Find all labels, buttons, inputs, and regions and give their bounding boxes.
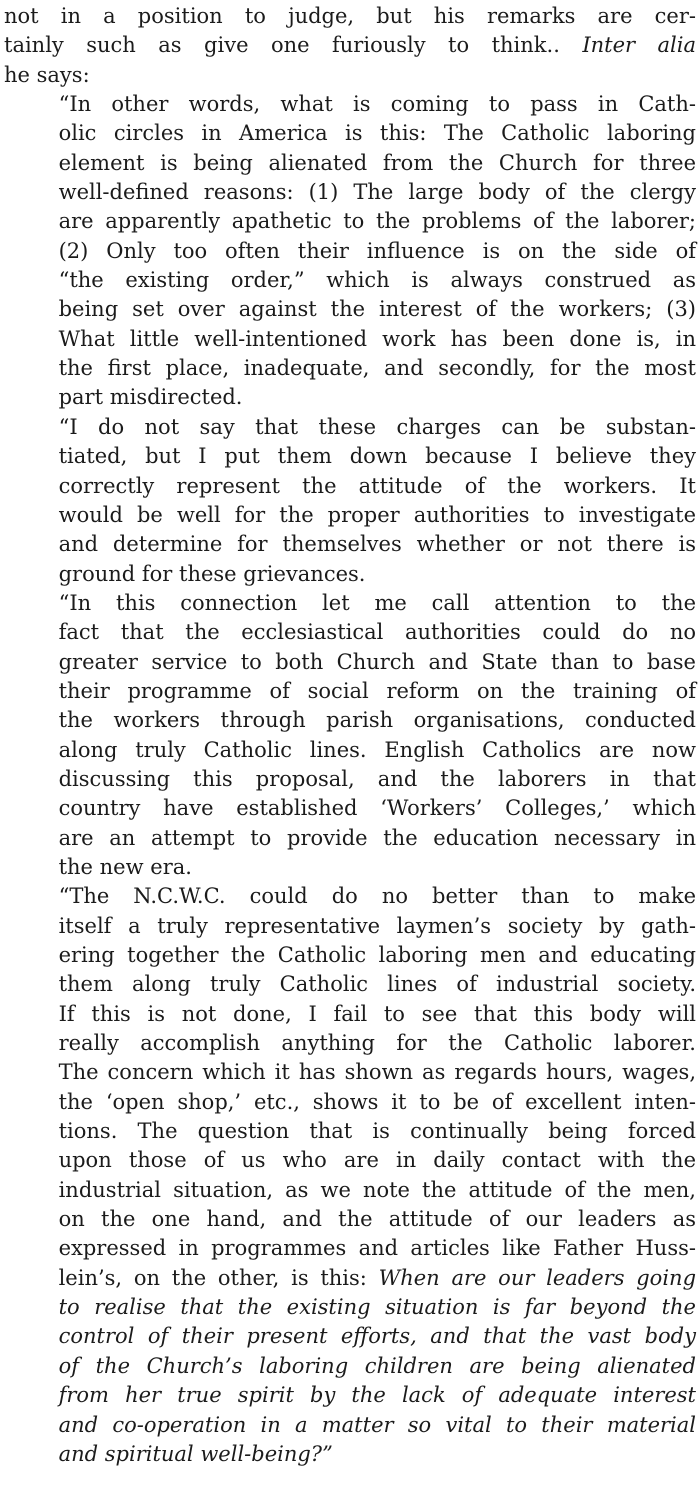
text-run: on the one hand, and the attitude of our leaders as — [58, 1207, 696, 1232]
text-run: upon those of us who are in daily contact with the — [58, 1148, 696, 1173]
text-line — [4, 1176, 696, 1205]
text-line — [4, 149, 696, 178]
text-run: If this is not done, I fail to see that this body will — [58, 1001, 696, 1026]
text-line — [4, 560, 696, 589]
text-line — [4, 501, 696, 530]
paragraph — [4, 589, 696, 882]
text-line — [4, 1088, 696, 1117]
text-line — [4, 119, 696, 148]
text-line — [4, 207, 696, 236]
text-line — [4, 1058, 696, 1087]
paragraph — [4, 2, 696, 90]
text-run: being set over against the interest of the workers; (3) — [58, 297, 696, 322]
text-line — [4, 589, 696, 618]
text-run: “the existing order,” which is always construed as — [58, 268, 696, 293]
text-run: (2) Only too often their influence is on the side of — [58, 238, 696, 263]
text-run: their programme of social reform on the training of — [58, 678, 696, 703]
italic-text-run: Inter alia — [582, 33, 697, 58]
italic-text-run: to realise that the existing situation is far beyond the — [58, 1295, 696, 1320]
text-line — [4, 794, 696, 823]
text-run: the ‘open shop,’ etc., shows it to be of excellent inten- — [58, 1089, 696, 1114]
text-run: not in a position to judge, but his remarks are cer- — [4, 4, 696, 28]
text-line — [4, 648, 696, 677]
text-line — [4, 178, 696, 207]
text-line — [4, 2, 696, 31]
text-run: really accomplish anything for the Catholic laborer. — [58, 1031, 696, 1056]
text-run: and determine for themselves whether or not there is — [58, 532, 696, 557]
text-line — [4, 1029, 696, 1058]
text-run: the new era. — [58, 854, 192, 879]
text-run: lein’s, on the other, is this: — [58, 1265, 379, 1290]
text-line — [4, 853, 696, 882]
article-text — [4, 2, 696, 1469]
text-run: are apparently apathetic to the problems of the laborer; — [58, 209, 696, 234]
text-line — [4, 824, 696, 853]
text-run: are an attempt to provide the education necessary in — [58, 825, 696, 850]
text-run: element is being alienated from the Church for three — [58, 150, 696, 175]
text-run: would be well for the proper authorities to investigate — [58, 502, 696, 527]
text-run: correctly represent the attitude of the workers. It — [58, 473, 696, 498]
text-line — [4, 941, 696, 970]
text-line — [4, 1381, 696, 1410]
text-line — [4, 1264, 696, 1293]
text-run: discussing this proposal, and the laborers in that — [58, 766, 696, 791]
italic-text-run: from her true spirit by the lack of adequate interest — [58, 1383, 696, 1408]
text-line — [4, 1234, 696, 1263]
text-run: the first place, inadequate, and secondly, for the most — [58, 356, 696, 381]
text-run: ground for these grievances. — [58, 561, 366, 586]
text-run: industrial situation, as we note the attitude of the men, — [58, 1177, 696, 1202]
text-run: the workers through parish organisations, conducted — [58, 708, 696, 733]
text-line — [4, 1352, 696, 1381]
text-run: “In other words, what is coming to pass in Cath- — [58, 92, 696, 117]
text-run: them along truly Catholic lines of industrial society. — [58, 972, 696, 997]
text-run: fact that the ecclesiastical authorities could do no — [58, 620, 696, 645]
italic-text-run: of the Church’s laboring children are being alienated — [58, 1353, 696, 1378]
italic-text-run: When are our leaders going — [378, 1265, 697, 1290]
text-line — [4, 383, 696, 412]
text-run: “I do not say that these charges can be substan- — [58, 414, 696, 439]
text-line — [4, 1322, 696, 1351]
text-line — [4, 1411, 696, 1440]
text-line — [4, 912, 696, 941]
text-line — [4, 765, 696, 794]
text-run: country have established ‘Workers’ Colleges,’ which — [58, 796, 696, 821]
text-run: he says: — [4, 62, 90, 87]
paragraph — [4, 413, 696, 589]
text-line — [4, 1440, 696, 1469]
text-line — [4, 736, 696, 765]
text-run: tainly such as give one furiously to think.. — [4, 33, 583, 58]
text-line — [4, 1146, 696, 1175]
text-run: The concern which it has shown as regards hours, wages, — [58, 1060, 696, 1085]
paragraph — [4, 882, 696, 1469]
text-line — [4, 90, 696, 119]
text-line — [4, 706, 696, 735]
text-line — [4, 882, 696, 911]
text-line — [4, 1117, 696, 1146]
text-line — [4, 1000, 696, 1029]
text-line — [4, 31, 696, 60]
text-line — [4, 677, 696, 706]
text-run: along truly Catholic lines. English Catholics are now — [58, 737, 696, 762]
italic-text-run: and spiritual well-being?” — [58, 1441, 333, 1466]
italic-text-run: and co-operation in a matter so vital to their material — [58, 1412, 696, 1437]
text-run: tiated, but I put them down because I believe they — [58, 444, 696, 469]
text-run: “The N.C.W.C. could do no better than to make — [58, 884, 696, 909]
text-line — [4, 1293, 696, 1322]
text-run: part misdirected. — [58, 385, 243, 410]
text-line — [4, 472, 696, 501]
text-run: greater service to both Church and State than to base — [58, 649, 696, 674]
text-line — [4, 413, 696, 442]
text-run: olic circles in America is this: The Catholic laboring — [58, 121, 696, 146]
text-run: itself a truly representative laymen’s society by gath- — [58, 913, 696, 938]
text-line — [4, 970, 696, 999]
text-line — [4, 530, 696, 559]
text-line — [4, 237, 696, 266]
text-line — [4, 295, 696, 324]
italic-text-run: control of their present efforts, and that the vast body — [58, 1324, 696, 1349]
text-line — [4, 442, 696, 471]
text-run: ering together the Catholic laboring men and educating — [58, 943, 696, 967]
text-line — [4, 61, 696, 90]
text-line — [4, 325, 696, 354]
text-line — [4, 354, 696, 383]
text-run: What little well-intentioned work has been done is, in — [58, 326, 696, 351]
text-line — [4, 1205, 696, 1234]
text-line — [4, 618, 696, 647]
text-run: expressed in programmes and articles like Father Huss- — [58, 1236, 696, 1261]
text-run: tions. The question that is continually being forced — [58, 1119, 696, 1144]
text-line — [4, 266, 696, 295]
text-run: “In this connection let me call attention to the — [58, 590, 696, 615]
text-run: well-defined reasons: (1) The large body of the clergy — [58, 180, 696, 205]
paragraph — [4, 90, 696, 413]
